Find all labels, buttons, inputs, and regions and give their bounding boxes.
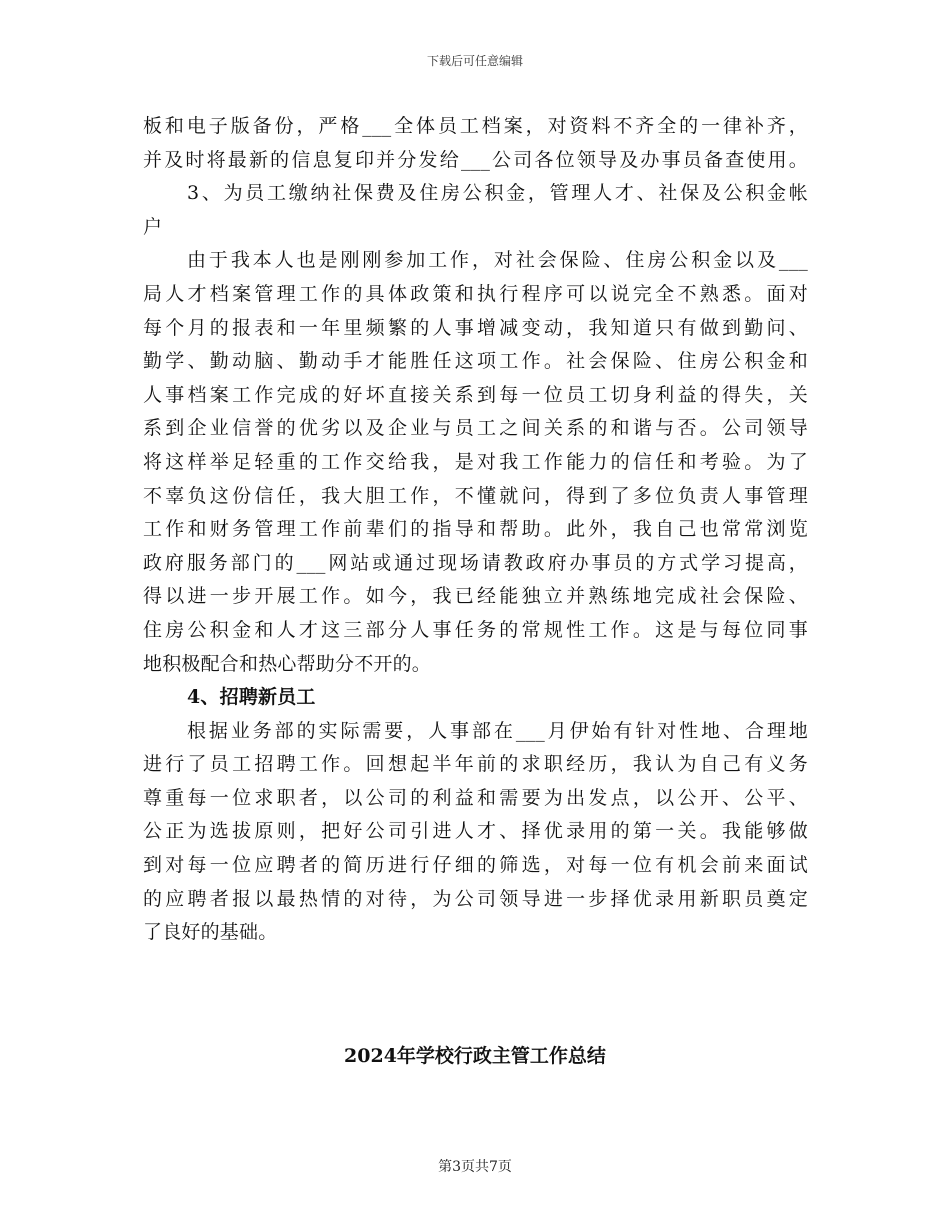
page-number: 第3页共7页 — [438, 1159, 512, 1175]
text-line: 户 — [143, 215, 163, 238]
text-line: 得以进一步开展工作。如今，我已经能独立并熟练地完成社会保险、 — [143, 585, 808, 608]
text-line: 工作和财务管理工作前辈们的指导和帮助。此外，我自己也常常浏览 — [143, 518, 808, 541]
text-line: 并及时将最新的信息复印并分发给___公司各位领导及办事员备查使用。 — [143, 148, 808, 171]
page-header: 下载后可任意编辑 — [426, 54, 523, 68]
text-line: 根据业务部的实际需要，人事部在___月伊始有针对性地、合理地 — [187, 719, 808, 742]
text-line: 政府服务部门的___网站或通过现场请教政府办事员的方式学习提高， — [143, 551, 808, 574]
text-line: 局人才档案管理工作的具体政策和执行程序可以说完全不熟悉。面对 — [143, 282, 808, 305]
text-line: 3、为员工缴纳社保费及住房公积金，管理人才、社保及公积金帐 — [187, 182, 808, 205]
text-line: 尊重每一位求职者，以公司的利益和需要为出发点，以公开、公平、 — [143, 786, 808, 809]
text-line: 地积极配合和热心帮助分不开的。 — [143, 652, 432, 675]
text-line: 板和电子版备份，严格___全体员工档案，对资料不齐全的一律补齐， — [143, 115, 808, 137]
text-line: 将这样举足轻重的工作交给我，是对我工作能力的信任和考验。为了 — [143, 450, 808, 473]
text-line: 公正为选拔原则，把好公司引进人才、择优录用的第一关。我能够做 — [143, 820, 808, 843]
text-line: 每个月的报表和一年里频繁的人事增减变动，我知道只有做到勤问、 — [143, 316, 808, 339]
text-line: 的应聘者报以最热情的对待，为公司领导进一步择优录用新职员奠定 — [143, 887, 808, 910]
text-line: 系到企业信誉的优劣以及企业与员工之间关系的和谐与否。公司领导 — [143, 417, 808, 440]
document-body — [143, 110, 808, 950]
text-line: 了良好的基础。 — [143, 921, 278, 944]
subheading: 4、招聘新员工 — [187, 686, 316, 709]
text-line: 进行了员工招聘工作。回想起半年前的求职经历，我认为自己有义务 — [143, 753, 808, 776]
text-line: 住房公积金和人才这三部分人事任务的常规性工作。这是与每位同事 — [143, 618, 808, 641]
text-line: 到对每一位应聘者的简历进行仔细的筛选，对每一位有机会前来面试 — [143, 854, 808, 877]
text-line: 勤学、勤动脑、勤动手才能胜任这项工作。社会保险、住房公积金和 — [143, 350, 808, 373]
text-line: 由于我本人也是刚刚参加工作，对社会保险、住房公积金以及___ — [187, 249, 808, 272]
text-line: 人事档案工作完成的好坏直接关系到每一位员工切身利益的得失，关 — [143, 383, 808, 406]
section-title: 2024年学校行政主管工作总结 — [344, 1045, 606, 1067]
text-line: 不辜负这份信任，我大胆工作，不懂就问，得到了多位负责人事管理 — [143, 484, 808, 507]
